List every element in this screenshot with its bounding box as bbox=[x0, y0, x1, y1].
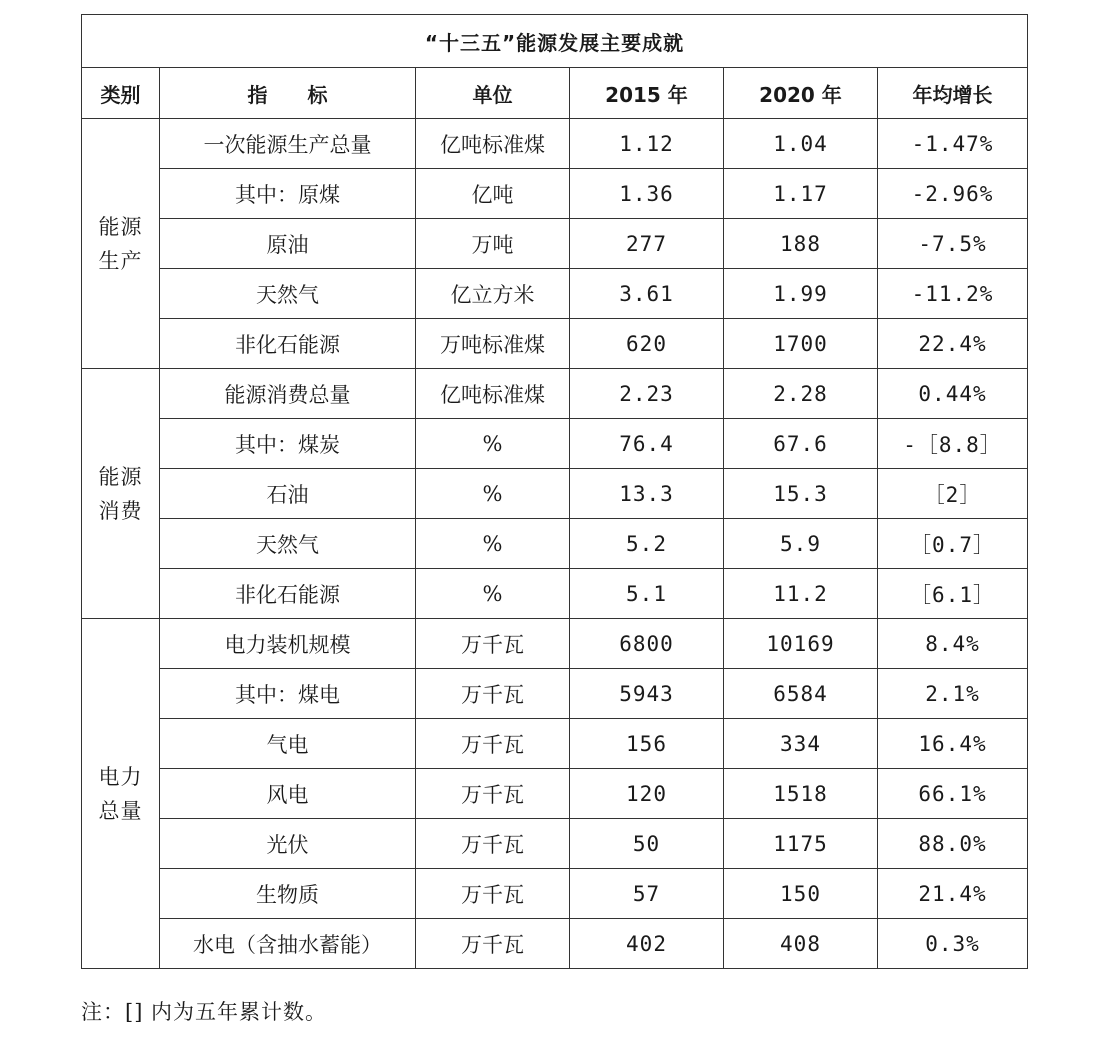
table-row bbox=[82, 519, 1028, 569]
header-category: 类别 bbox=[82, 68, 160, 119]
growth-cell: 88.0% bbox=[878, 819, 1028, 869]
growth-cell: 2.1% bbox=[878, 669, 1028, 719]
table-row bbox=[82, 569, 1028, 619]
table-title: “十三五”能源发展主要成就 bbox=[82, 15, 1028, 68]
value-2015-cell: 5.2 bbox=[570, 519, 724, 569]
indicator-cell: 其中：煤电 bbox=[160, 669, 416, 719]
table-row bbox=[82, 169, 1028, 219]
growth-cell: -11.2% bbox=[878, 269, 1028, 319]
growth-cell: 22.4% bbox=[878, 319, 1028, 369]
table-note: 注：[] 内为五年累计数。 bbox=[81, 1000, 328, 1024]
unit-cell: 亿吨 bbox=[416, 169, 570, 219]
value-2020-cell: 10169 bbox=[724, 619, 878, 669]
unit-cell: 亿立方米 bbox=[416, 269, 570, 319]
value-2015-cell: 2.23 bbox=[570, 369, 724, 419]
value-2020-cell: 334 bbox=[724, 719, 878, 769]
indicator-cell: 电力装机规模 bbox=[160, 619, 416, 669]
unit-cell: 万千瓦 bbox=[416, 719, 570, 769]
table-row bbox=[82, 919, 1028, 969]
table-row bbox=[82, 369, 1028, 419]
value-2020-cell: 1.04 bbox=[724, 119, 878, 169]
table-row bbox=[82, 819, 1028, 869]
table-row bbox=[82, 619, 1028, 669]
value-2015-cell: 57 bbox=[570, 869, 724, 919]
value-2020-cell: 1.17 bbox=[724, 169, 878, 219]
header-2020: 2020 年 bbox=[724, 68, 878, 119]
growth-cell: 21.4% bbox=[878, 869, 1028, 919]
value-2020-cell: 15.3 bbox=[724, 469, 878, 519]
indicator-cell: 气电 bbox=[160, 719, 416, 769]
unit-cell: 万吨 bbox=[416, 219, 570, 269]
indicator-cell: 非化石能源 bbox=[160, 319, 416, 369]
value-2020-cell: 408 bbox=[724, 919, 878, 969]
unit-cell: 万千瓦 bbox=[416, 919, 570, 969]
value-2020-cell: 67.6 bbox=[724, 419, 878, 469]
header-unit: 单位 bbox=[416, 68, 570, 119]
unit-cell: 万千瓦 bbox=[416, 619, 570, 669]
header-row bbox=[82, 68, 1028, 119]
indicator-cell: 其中：原煤 bbox=[160, 169, 416, 219]
indicator-cell: 能源消费总量 bbox=[160, 369, 416, 419]
unit-cell: 万千瓦 bbox=[416, 769, 570, 819]
growth-cell: 8.4% bbox=[878, 619, 1028, 669]
value-2015-cell: 277 bbox=[570, 219, 724, 269]
unit-cell: 万吨标准煤 bbox=[416, 319, 570, 369]
header-growth: 年均增长 bbox=[878, 68, 1028, 119]
indicator-cell: 天然气 bbox=[160, 519, 416, 569]
value-2015-cell: 1.36 bbox=[570, 169, 724, 219]
value-2020-cell: 1700 bbox=[724, 319, 878, 369]
header-2015: 2015 年 bbox=[570, 68, 724, 119]
table-row bbox=[82, 119, 1028, 169]
unit-cell: 亿吨标准煤 bbox=[416, 119, 570, 169]
category-cell: 能源 消费 bbox=[82, 369, 160, 619]
value-2015-cell: 156 bbox=[570, 719, 724, 769]
category-cell: 能源 生产 bbox=[82, 119, 160, 369]
unit-cell: 亿吨标准煤 bbox=[416, 369, 570, 419]
indicator-cell: 原油 bbox=[160, 219, 416, 269]
growth-cell: -1.47% bbox=[878, 119, 1028, 169]
unit-cell: % bbox=[416, 469, 570, 519]
table-row bbox=[82, 219, 1028, 269]
value-2020-cell: 1518 bbox=[724, 769, 878, 819]
growth-cell: -2.96% bbox=[878, 169, 1028, 219]
header-indicator: 指 标 bbox=[160, 68, 416, 119]
value-2020-cell: 1.99 bbox=[724, 269, 878, 319]
value-2020-cell: 150 bbox=[724, 869, 878, 919]
unit-cell: 万千瓦 bbox=[416, 869, 570, 919]
value-2015-cell: 5943 bbox=[570, 669, 724, 719]
indicator-cell: 一次能源生产总量 bbox=[160, 119, 416, 169]
indicator-cell: 石油 bbox=[160, 469, 416, 519]
indicator-cell: 光伏 bbox=[160, 819, 416, 869]
value-2015-cell: 402 bbox=[570, 919, 724, 969]
value-2020-cell: 11.2 bbox=[724, 569, 878, 619]
value-2020-cell: 6584 bbox=[724, 669, 878, 719]
indicator-cell: 风电 bbox=[160, 769, 416, 819]
unit-cell: % bbox=[416, 519, 570, 569]
table-row bbox=[82, 419, 1028, 469]
indicator-cell: 天然气 bbox=[160, 269, 416, 319]
growth-cell: ［2］ bbox=[878, 469, 1028, 519]
growth-cell: -7.5% bbox=[878, 219, 1028, 269]
growth-cell: -［8.8］ bbox=[878, 419, 1028, 469]
growth-cell: 16.4% bbox=[878, 719, 1028, 769]
unit-cell: % bbox=[416, 569, 570, 619]
value-2020-cell: 188 bbox=[724, 219, 878, 269]
table-row bbox=[82, 719, 1028, 769]
growth-cell: ［0.7］ bbox=[878, 519, 1028, 569]
growth-cell: 0.3% bbox=[878, 919, 1028, 969]
value-2015-cell: 50 bbox=[570, 819, 724, 869]
value-2015-cell: 1.12 bbox=[570, 119, 724, 169]
value-2015-cell: 6800 bbox=[570, 619, 724, 669]
growth-cell: 66.1% bbox=[878, 769, 1028, 819]
value-2020-cell: 2.28 bbox=[724, 369, 878, 419]
unit-cell: % bbox=[416, 419, 570, 469]
category-cell: 电力 总量 bbox=[82, 619, 160, 969]
value-2020-cell: 1175 bbox=[724, 819, 878, 869]
indicator-cell: 其中：煤炭 bbox=[160, 419, 416, 469]
unit-cell: 万千瓦 bbox=[416, 669, 570, 719]
table-row bbox=[82, 269, 1028, 319]
value-2015-cell: 120 bbox=[570, 769, 724, 819]
growth-cell: ［6.1］ bbox=[878, 569, 1028, 619]
value-2020-cell: 5.9 bbox=[724, 519, 878, 569]
indicator-cell: 生物质 bbox=[160, 869, 416, 919]
table-row bbox=[82, 869, 1028, 919]
energy-achievements-table bbox=[81, 14, 1028, 969]
value-2015-cell: 13.3 bbox=[570, 469, 724, 519]
growth-cell: 0.44% bbox=[878, 369, 1028, 419]
indicator-cell: 非化石能源 bbox=[160, 569, 416, 619]
table-row bbox=[82, 769, 1028, 819]
value-2015-cell: 3.61 bbox=[570, 269, 724, 319]
value-2015-cell: 5.1 bbox=[570, 569, 724, 619]
value-2015-cell: 76.4 bbox=[570, 419, 724, 469]
table-row bbox=[82, 669, 1028, 719]
indicator-cell: 水电（含抽水蓄能） bbox=[160, 919, 416, 969]
table-row bbox=[82, 469, 1028, 519]
table-row bbox=[82, 319, 1028, 369]
value-2015-cell: 620 bbox=[570, 319, 724, 369]
unit-cell: 万千瓦 bbox=[416, 819, 570, 869]
